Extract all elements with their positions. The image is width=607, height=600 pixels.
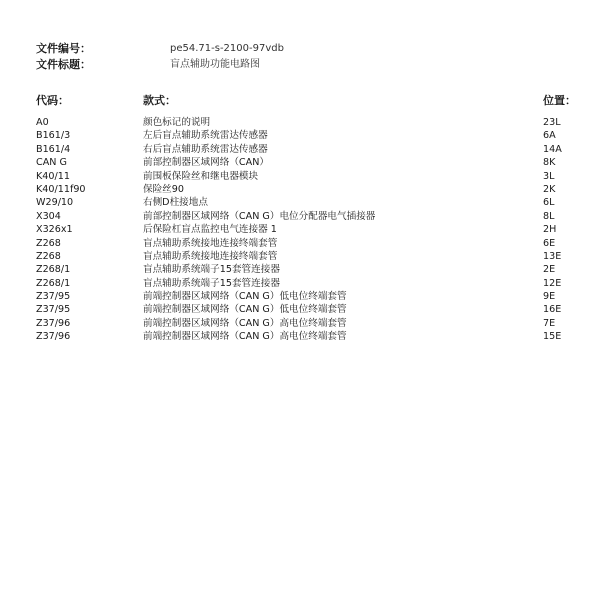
table-row xyxy=(0,263,607,276)
component-description: 保险丝90 xyxy=(143,183,184,195)
component-code: Z37/96 xyxy=(36,331,71,343)
component-code: X304 xyxy=(36,210,61,222)
component-position: 9E xyxy=(543,291,556,303)
component-description: 前端控制器区域网络（CAN G）低电位终端套管 xyxy=(143,304,347,316)
component-position: 13E xyxy=(543,250,562,262)
component-position: 14A xyxy=(543,143,562,155)
table-row xyxy=(0,250,607,263)
component-code: Z268 xyxy=(36,237,61,249)
table-row xyxy=(0,290,607,303)
component-position: 6A xyxy=(543,130,556,142)
component-code: K40/11f90 xyxy=(36,183,86,195)
component-code: CAN G xyxy=(36,157,67,169)
component-position: 2H xyxy=(543,224,557,236)
component-code: Z37/95 xyxy=(36,291,71,303)
component-description: 盲点辅助系统接地连接终端套管 xyxy=(143,237,278,249)
component-code: B161/3 xyxy=(36,130,71,142)
component-description: 左后盲点辅助系统雷达传感器 xyxy=(143,130,268,142)
table-row xyxy=(0,237,607,250)
doc-number-value: pe54.71-s-2100-97vdb xyxy=(170,43,284,54)
component-description: 前围板保险丝和继电器模块 xyxy=(143,170,259,182)
table-row xyxy=(0,143,607,156)
component-position: 6E xyxy=(543,237,556,249)
table-row xyxy=(0,210,607,223)
table-row xyxy=(0,156,607,169)
table-row xyxy=(0,116,607,129)
component-position: 23L xyxy=(543,117,561,128)
component-position: 8K xyxy=(543,157,556,169)
doc-title-label: 文件标题： xyxy=(36,58,91,71)
doc-number-label: 文件编号： xyxy=(36,42,91,55)
component-code: X326x1 xyxy=(36,224,73,236)
component-description: 前端控制器区域网络（CAN G）高电位终端套管 xyxy=(143,331,347,343)
component-position: 15E xyxy=(543,331,562,343)
component-code: Z37/96 xyxy=(36,317,71,329)
component-code: A0 xyxy=(36,117,49,128)
component-position: 8L xyxy=(543,210,555,222)
component-code: Z37/95 xyxy=(36,304,71,316)
component-description: 颜色标记的说明 xyxy=(143,117,211,128)
table-row xyxy=(0,170,607,183)
component-table xyxy=(0,116,607,344)
component-description: 盲点辅助系统端子15套管连接器 xyxy=(143,264,280,276)
table-row xyxy=(0,129,607,142)
component-description: 盲点辅助系统端子15套管连接器 xyxy=(143,277,280,289)
component-position: 2E xyxy=(543,264,556,276)
table-row xyxy=(0,196,607,209)
component-position: 7E xyxy=(543,317,556,329)
component-position: 12E xyxy=(543,277,562,289)
doc-title-value: 盲点辅助功能电路图 xyxy=(170,59,260,70)
table-row xyxy=(0,183,607,196)
component-description: 盲点辅助系统接地连接终端套管 xyxy=(143,250,278,262)
component-description: 前端控制器区域网络（CAN G）低电位终端套管 xyxy=(143,291,347,303)
component-description: 右后盲点辅助系统雷达传感器 xyxy=(143,143,268,155)
column-header-pos: 位置： xyxy=(543,94,576,107)
component-description: 前部控制器区域网络（CAN G）电位分配器电气插接器 xyxy=(143,210,376,222)
component-position: 16E xyxy=(543,304,562,316)
table-row xyxy=(0,330,607,343)
component-position: 6L xyxy=(543,197,555,209)
table-row xyxy=(0,223,607,236)
component-description: 右侧D柱接地点 xyxy=(143,197,208,209)
component-position: 3L xyxy=(543,170,555,182)
column-header-code: 代码： xyxy=(36,94,69,107)
component-description: 前部控制器区域网络（CAN） xyxy=(143,157,269,169)
component-description: 后保险杠盲点监控电气连接器 1 xyxy=(143,224,277,236)
component-code: Z268/1 xyxy=(36,277,71,289)
component-code: Z268 xyxy=(36,250,61,262)
column-header-desc: 款式： xyxy=(143,94,176,107)
table-row xyxy=(0,317,607,330)
component-position: 2K xyxy=(543,183,556,195)
component-code: W29/10 xyxy=(36,197,74,209)
component-code: B161/4 xyxy=(36,143,71,155)
component-code: Z268/1 xyxy=(36,264,71,276)
component-description: 前端控制器区域网络（CAN G）高电位终端套管 xyxy=(143,317,347,329)
table-row xyxy=(0,277,607,290)
component-code: K40/11 xyxy=(36,170,70,182)
table-row xyxy=(0,303,607,316)
